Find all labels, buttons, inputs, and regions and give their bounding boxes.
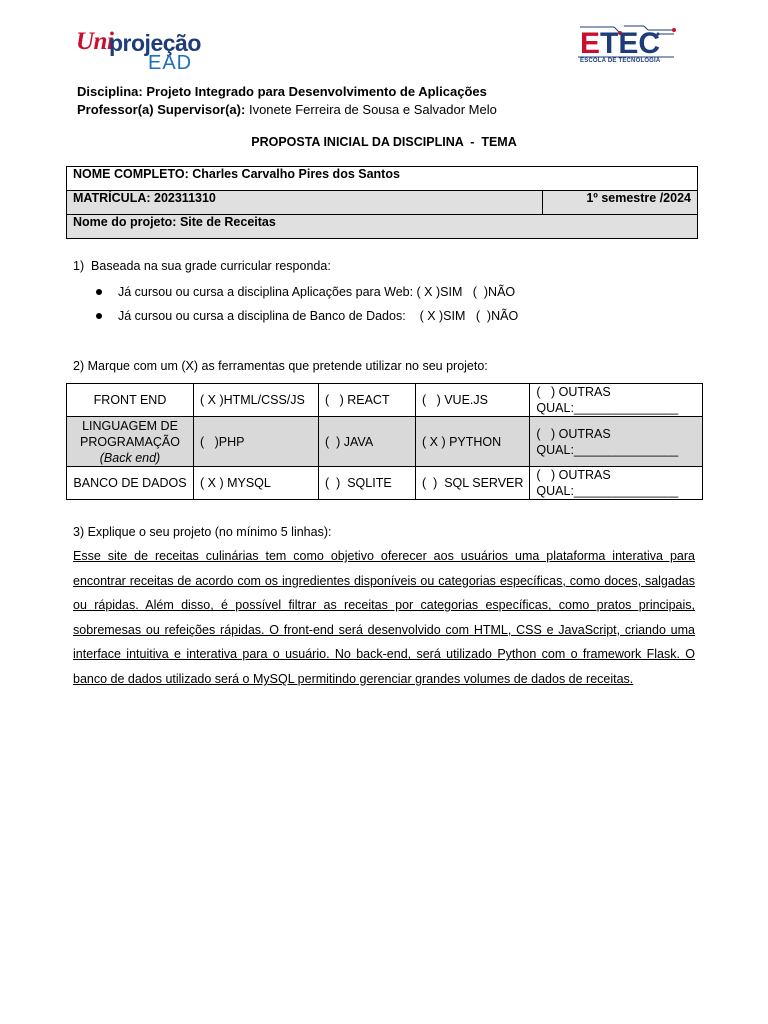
discipline-line: Disciplina: Projeto Integrado para Desenvolvimento de Aplicações [77,84,487,99]
option-cell: ( X )HTML/CSS/JS [194,384,319,417]
question-2: 2) Marque com um (X) as ferramentas que pretende utilizar no seu projeto: [73,359,488,373]
logo-uni-text: Uni [76,28,114,55]
other-option-cell [530,384,703,417]
other-option-label: ( ) OUTRAS [536,468,611,482]
table-row [67,384,703,417]
logo-projecao-text: projeção [109,30,201,56]
category-sublabel: (Back end) [99,450,161,465]
category-cell [67,417,194,467]
student-name-cell: NOME COMPLETO: Charles Carvalho Pires dos Santos [67,167,698,191]
question-1: 1) Baseada na sua grade curricular responda: [73,259,331,273]
supervisor-label: Professor(a) Supervisor(a): [77,102,246,117]
q1-item [96,309,518,323]
tools-table [66,383,703,500]
other-option-cell [530,467,703,500]
other-option-which: QUAL:_______________ [536,401,679,415]
q1-item-text: Já cursou ou cursa a disciplina Aplicações para Web: ( X )SIM ( )NÃO [118,285,516,299]
bullet-icon [96,313,102,319]
logo-etec-text: ETEC [580,27,661,60]
question-3: 3) Explique o seu projeto (no mínimo 5 linhas): [73,525,332,539]
option-cell: ( X ) PYTHON [416,417,530,467]
category-cell: BANCO DE DADOS [67,467,194,500]
project-description: Esse site de receitas culinárias tem como objetivo oferecer aos usuários uma plataforma interativa para encontrar receitas de acordo com os ingredientes disponíveis ou categorias específicas, como doces, salgadas ou rápidas. Além disso, é possível filtrar as receitas por categorias específicas, como pratos principais, sobremesas ou refeições rápidas. O front-end será desenvolvido com HTML, CSS e JavaScript, criando uma interface intuitiva e interativa para o usuário. No back-end, será utilizado Python com o framework Flask. O banco de dados utilizado será o MySQL permitindo gerenciar grandes volumes de dados de receitas. [73,549,695,686]
other-option-label: ( ) OUTRAS [536,426,611,441]
student-info-table [66,166,698,239]
supervisor-names: Ivonete Ferreira de Sousa e Salvador Melo [248,102,497,117]
option-cell: ( X ) MYSQL [194,467,319,500]
page-title: PROPOSTA INICIAL DA DISCIPLINA - TEMA [251,135,517,149]
other-option-which: QUAL:_______________ [536,442,679,457]
q1-item-text: Já cursou ou cursa a disciplina de Banco de Dados: ( X )SIM ( )NÃO [118,309,519,323]
logo-etec-subtitle: ESCOLA DE TECNOLOGIA [580,58,661,64]
option-cell: ( )PHP [194,417,319,467]
q1-item [96,285,515,299]
bullet-icon [96,289,102,295]
category-label: LINGUAGEM DE PROGRAMAÇÃO [79,418,180,449]
table-row [67,417,703,467]
matricula-cell: MATRÍCULA: 202311310 [67,191,543,215]
category-cell: FRONT END [67,384,194,417]
logo-ead-text: EAD [148,52,193,74]
project-name-cell: Nome do projeto: Site de Receitas [67,215,698,239]
option-cell: ( ) SQLITE [319,467,416,500]
other-option-which: QUAL:_______________ [536,484,679,498]
supervisor-line [77,102,497,117]
table-row [67,467,703,500]
option-cell: ( ) SQL SERVER [416,467,530,500]
option-cell: ( ) VUE.JS [416,384,530,417]
option-cell: ( ) REACT [319,384,416,417]
semester-cell: 1º semestre /2024 [543,191,698,215]
other-option-cell [530,417,703,467]
option-cell: ( ) JAVA [319,417,416,467]
etec-logo [574,24,678,70]
other-option-label: ( ) OUTRAS [536,385,611,399]
uniprojecao-ead-logo [76,28,201,76]
